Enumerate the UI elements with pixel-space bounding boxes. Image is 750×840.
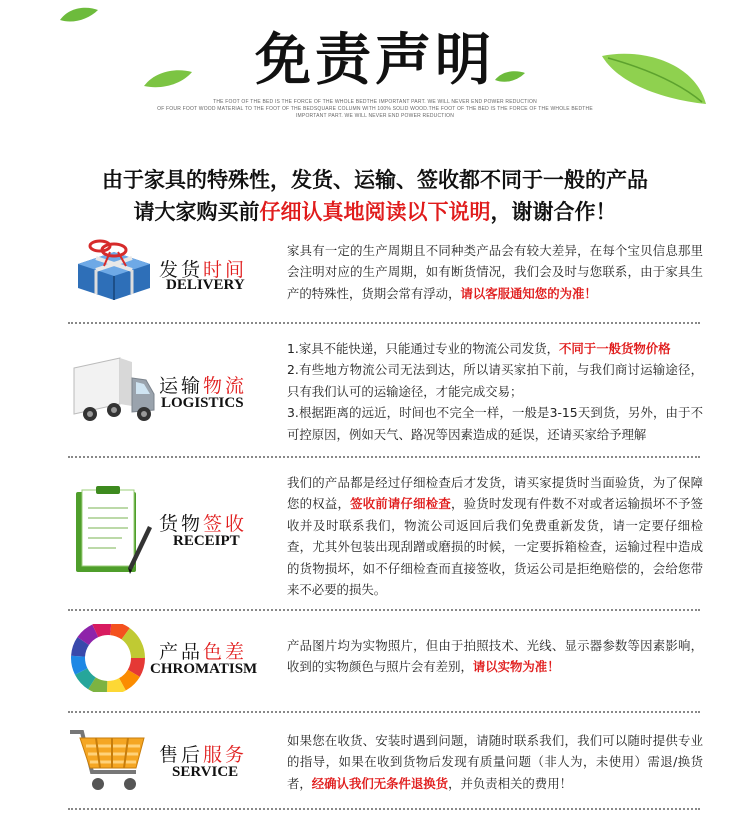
- dotted-divider: [68, 456, 700, 458]
- section-text: [287, 635, 703, 678]
- section-title: [159, 509, 247, 536]
- title-part-highlight: 物流: [203, 375, 248, 397]
- tagline: IMPORTANT PART. WE WILL NEVER END POWER REDUCTION: [295, 113, 455, 119]
- color-wheel-icon: [66, 624, 150, 692]
- intro-text: 请大家购买前: [133, 200, 260, 224]
- body-text: 如果您在收货、安装时遇到问题，请随时联系我们，我们可以随时提供专业的指导，如果在收到货物后发现有质量问题（非人为，未使用）需退/换货者，: [287, 733, 703, 791]
- section-en-title: SERVICE: [172, 764, 239, 780]
- dotted-divider: [68, 609, 700, 611]
- title-part: 发货: [159, 259, 204, 281]
- body-highlight: 请以客服通知您的为准！: [460, 285, 597, 301]
- body-highlight: 不同于一般货物价格: [559, 341, 671, 356]
- truck-icon: [70, 354, 156, 426]
- section-title: [159, 637, 247, 664]
- section-text: [287, 730, 703, 794]
- section-en-title: CHROMATISM: [150, 661, 258, 677]
- dotted-divider: [68, 711, 700, 713]
- page-title: 免责声明: [255, 28, 495, 93]
- section-en-title: LOGISTICS: [161, 395, 244, 411]
- section-en-title: DELIVERY: [166, 277, 245, 293]
- body-text: 我们的产品都是经过仔细检查后才发货，请买家提货时当面验货，为了保障您的权益，: [287, 475, 703, 512]
- clipboard-icon: [72, 486, 156, 576]
- body-text: ，并负责相关的费用！: [448, 775, 572, 791]
- title-part-highlight: 服务: [203, 744, 248, 766]
- title-part: 货物: [159, 513, 204, 535]
- section-text: [287, 338, 703, 445]
- header: [0, 0, 750, 130]
- title-part: 售后: [159, 744, 204, 766]
- intro-line: 由于家具的特殊性，发货、运输、签收都不同于一般的产品: [102, 168, 648, 192]
- title-part-highlight: 时间: [203, 259, 248, 281]
- body-highlight: 签收前请仔细检查: [350, 496, 451, 512]
- intro-highlight: 仔细认真地阅读以下说明: [259, 200, 491, 224]
- tagline: OF FOUR FOOT WOOD MATERIAL TO THE FOOT OF THE BEDSQUARE COLUMN WITH 100% SOLID WOOD.THE FOOT OF THE BED IS THE FORCE OF THE WHOLE BEDTHE: [157, 106, 593, 112]
- title-part-highlight: 色差: [203, 641, 248, 663]
- title-part: 产品: [159, 641, 204, 663]
- tagline: THE FOOT OF THE BED IS THE FORCE OF THE WHOLE BEDTHE IMPORTANT PART. WE WILL NEVER END POWER REDUCTION: [213, 99, 537, 105]
- section-title: [159, 740, 247, 767]
- body-text: ，验货时发现有件数不对或者运输损坏不予签收并及时联系我们，物流公司返回后我们免费重新发货，请一定要仔细检查，尤其外包装出现刮蹭或磨损的时候，一定要拆箱检查，运输过程中造成的货物损坏，如不仔细检查而直接签收，货运公司是拒绝赔偿的，会给您带来不必要的损失。: [287, 496, 704, 598]
- body-text: 1.家具不能快递，只能通过专业的物流公司发货，: [287, 341, 560, 356]
- section-text: [287, 240, 703, 304]
- paragraph: 3.根据距离的远近，时间也不完全一样，一般是3-15天到货，另外，由于不可控原因，例如天气、路况等因素造成的延误，还请买家给予理解: [287, 405, 703, 442]
- dotted-divider: [68, 808, 700, 810]
- body-text: 家具有一定的生产周期且不同种类产品会有较大差异，在每个宝贝信息那里会注明对应的生产周期，如有断货情况，我们会及时与您联系，由于家具生产的特殊性，货期会常有浮动，: [287, 243, 703, 301]
- shopping-cart-icon: [66, 726, 148, 798]
- gift-box-icon: [70, 236, 158, 302]
- paragraph: [287, 338, 703, 359]
- body-text: 产品图片均为实物照片，但由于拍照技术、光线、显示器参数等因素影响，收到的实物颜色与照片会有差别，: [287, 638, 703, 675]
- title-part: 运输: [159, 375, 204, 397]
- body-highlight: 请以实物为准！: [472, 659, 560, 675]
- intro-text: ，谢谢合作！: [490, 200, 617, 224]
- section-en-title: RECEIPT: [173, 533, 240, 549]
- paragraph: 2.有些地方物流公司无法到达，所以请买家拍下前，与我们商讨运输途径，只有我们认可的运输途径，才能完成交易；: [287, 362, 703, 399]
- title-part-highlight: 签收: [203, 513, 248, 535]
- dotted-divider: [68, 322, 700, 324]
- body-highlight: 经确认我们无条件退换货: [311, 775, 449, 791]
- section-title: [159, 371, 247, 398]
- section-text: [287, 472, 703, 600]
- intro-line: [0, 196, 750, 226]
